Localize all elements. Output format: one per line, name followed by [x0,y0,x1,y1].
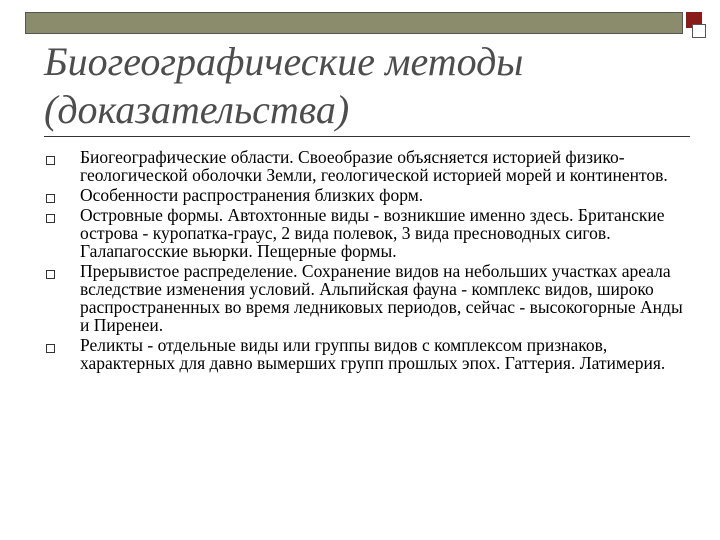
list-item-text: Особенности распространения близких форм. [80,185,424,205]
list-item-text: Биогеографические области. Своеобразие объясняется историей физико-геологической оболочки Земли, геологической историей морей и континентов. [80,147,668,185]
slide-title [44,38,664,134]
title-line-2: (доказательства) [44,87,350,132]
square-bullet-icon [46,344,55,353]
list-item-text: Реликты - отдельные виды или группы видов с комплексом признаков, характерных для давно вымерших групп прошлых эпох. Гаттерия. Латимерия. [80,335,666,373]
title-line-1: Биогеографические методы [44,39,524,84]
outline-square [692,24,706,38]
list-item [44,206,684,260]
corner-decoration [686,12,708,40]
list-item [44,148,684,184]
title-divider [44,136,690,137]
list-item [44,186,684,204]
square-bullet-icon [46,194,55,203]
square-bullet-icon [46,214,55,223]
list-item [44,336,684,372]
top-decorative-bar [25,12,683,34]
bullet-list [44,148,684,374]
square-bullet-icon [46,270,55,279]
list-item [44,262,684,334]
list-item-text: Прерывистое распределение. Сохранение видов на небольших участках ареала вследствие изменения условий. Альпийская фауна - комплекс видов, широко распространенных во время ледниковых периодов, сейчас - высокогорные Анды и Пиренеи. [80,261,683,335]
list-item-text: Островные формы. Автохтонные виды - возникшие именно здесь. Британские острова - куропатка-граус, 2 вида полевок, 3 вида пресноводных сигов. Галапагосские вьюрки. Пещерные формы. [80,205,665,261]
square-bullet-icon [46,156,55,165]
